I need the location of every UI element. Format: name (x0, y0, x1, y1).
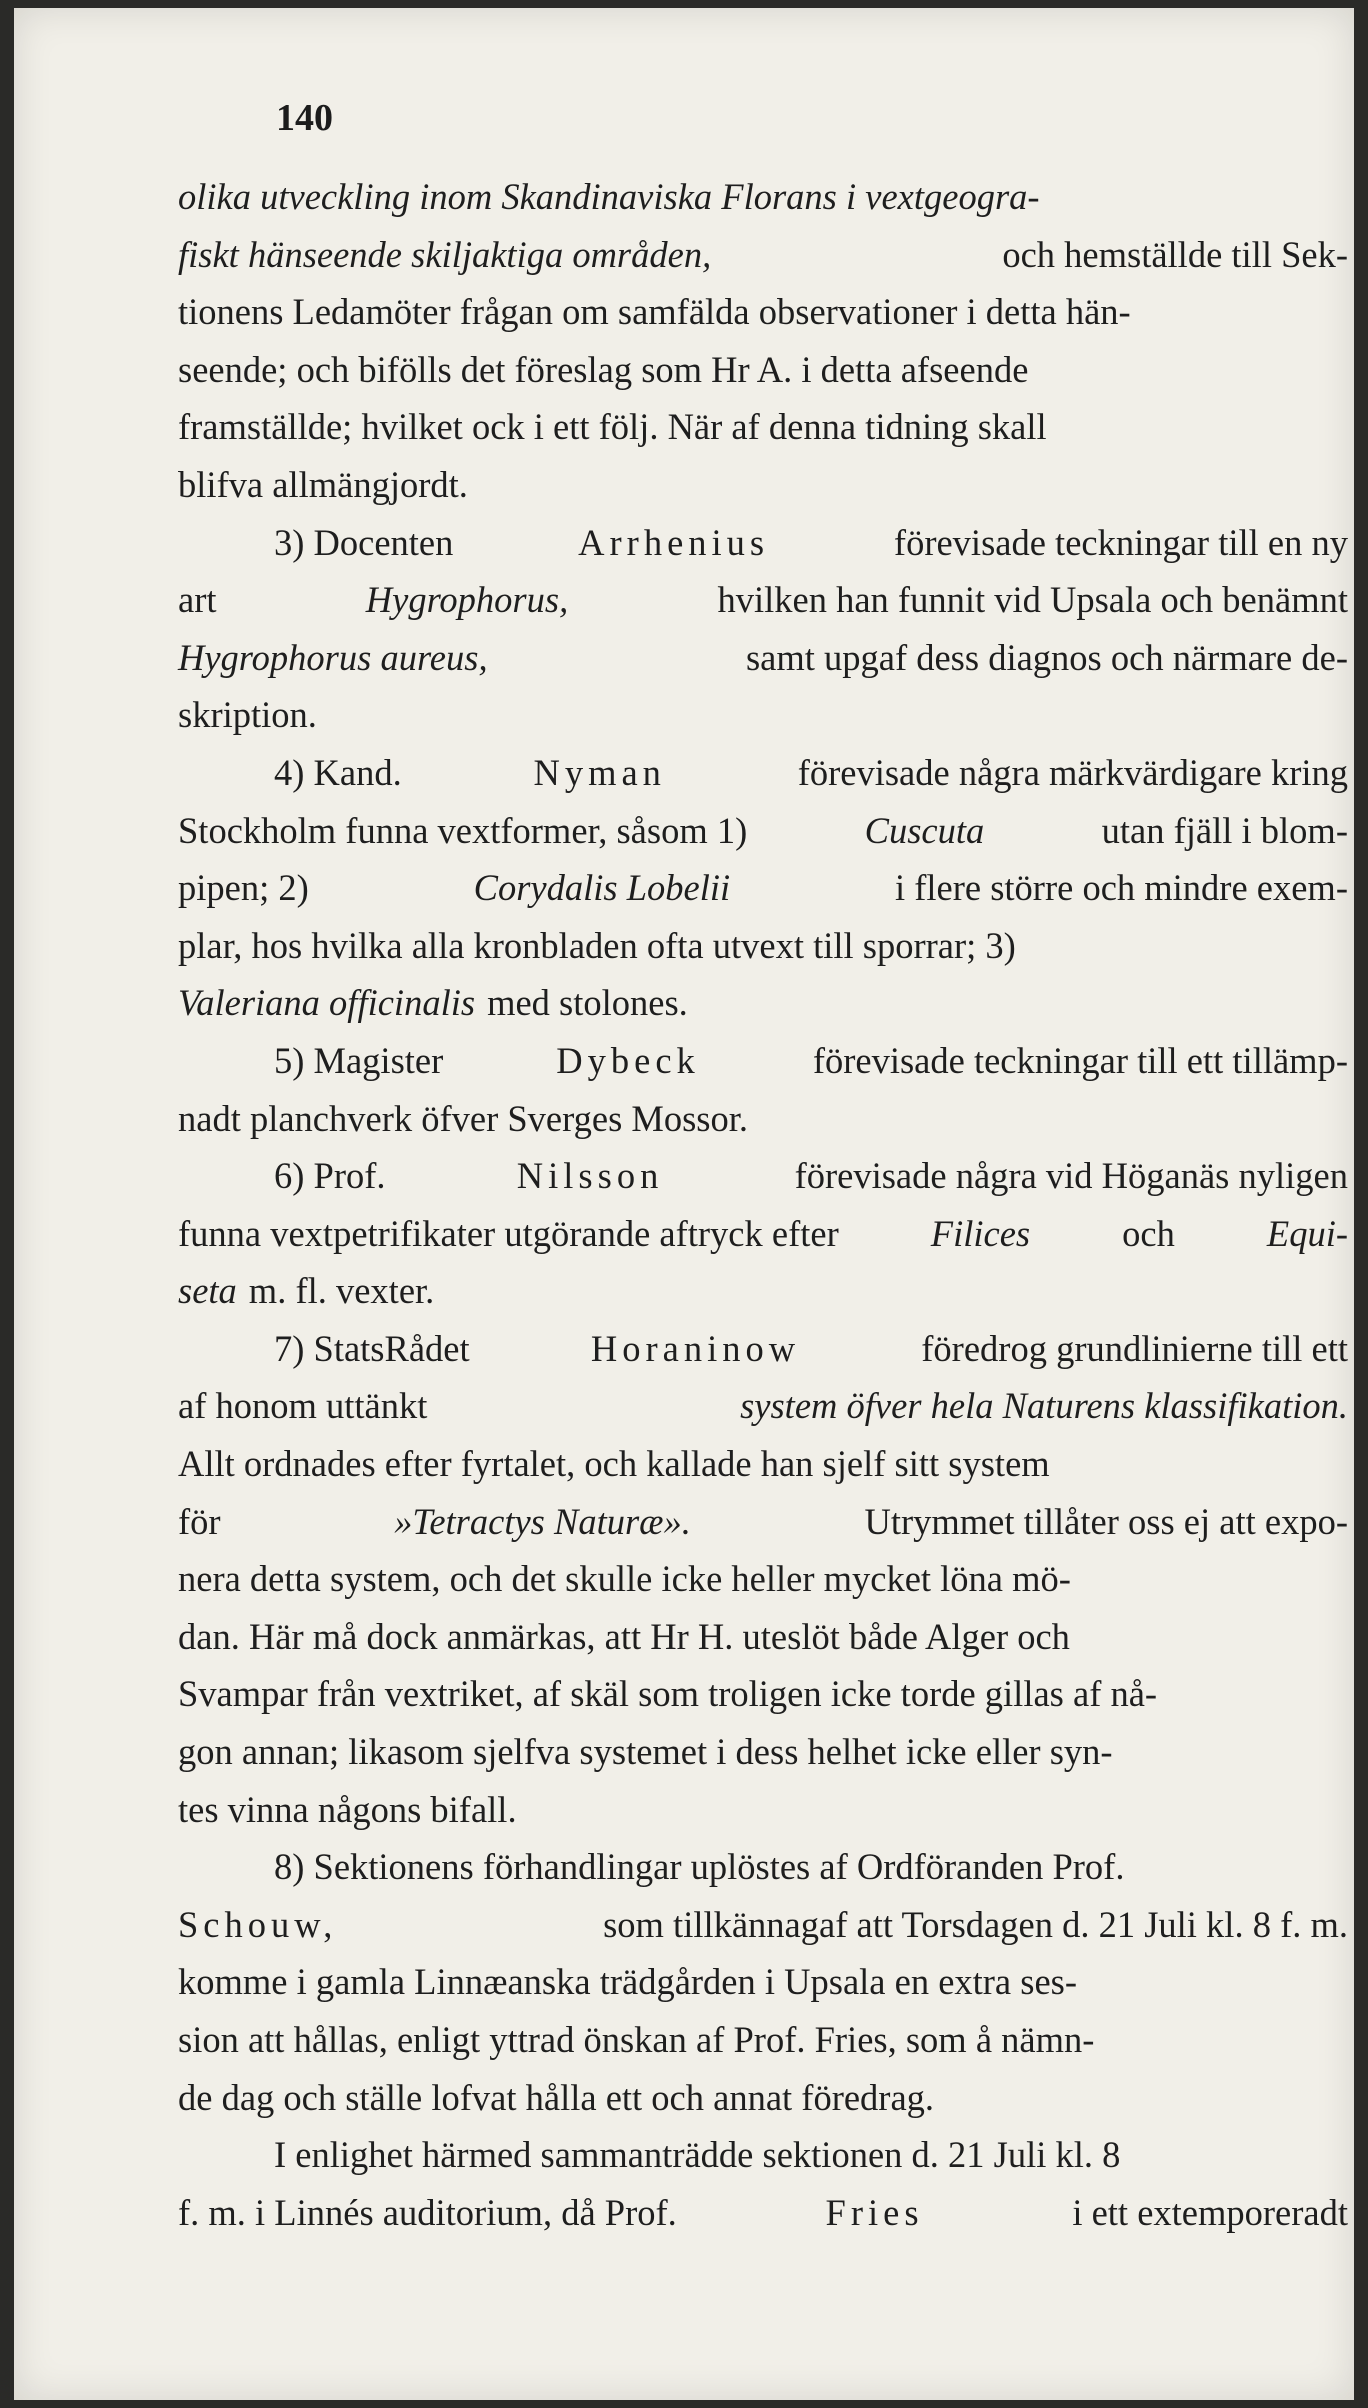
text-fragment: plar, hos hvilka alla kronbladen ofta utvext till sporrar; 3) (178, 924, 1016, 966)
text-line (178, 1953, 1348, 2011)
person-name-dybeck: Dybeck (556, 1039, 700, 1081)
text-fragment: dan. Här må dock anmärkas, att Hr H. uteslöt både Alger och (178, 1615, 1070, 1657)
text-line (178, 744, 1348, 802)
text-fragment: i flere större och mindre exem- (894, 867, 1348, 909)
text-line (178, 1147, 1348, 1205)
text-fragment: förevisade teckningar till ett tillämp- (812, 1039, 1348, 1081)
species-name: Corydalis Lobelii (473, 867, 731, 909)
text-fragment: nadt planchverk öfver Sverges Mossor. (178, 1097, 749, 1139)
body-text (178, 168, 1348, 2241)
text-fragment: Svampar från vextriket, af skäl som troligen icke torde gillas af nå- (178, 1673, 1158, 1715)
person-name-fries: Fries (825, 2191, 924, 2233)
text-line (178, 1550, 1348, 1608)
item-4-lead: 4) Kand. (274, 751, 402, 793)
text-line (178, 1723, 1348, 1781)
italic-phrase: system öfver hela Naturens klassifikation. (740, 1385, 1348, 1427)
text-line (178, 974, 1348, 1032)
text-fragment: skription. (178, 694, 317, 736)
text-fragment: utan fjäll i blom- (1101, 809, 1348, 851)
text-line (178, 1032, 1348, 1090)
text-line (178, 859, 1348, 917)
text-line (178, 283, 1348, 341)
text-fragment: och (1122, 1212, 1175, 1254)
text-line (178, 226, 1348, 284)
person-name-nilsson: Nilsson (516, 1155, 664, 1197)
text-fragment: föredrog grundlinierne till ett (921, 1327, 1348, 1369)
text-fragment: pipen; 2) (178, 867, 309, 909)
text-line (178, 1896, 1348, 1954)
text-line (178, 1205, 1348, 1263)
text-line (178, 1838, 1348, 1896)
text-fragment: de dag och ställe lofvat hålla ett och annat föredrag. (178, 2076, 935, 2118)
item-7-lead: 7) StatsRådet (274, 1327, 470, 1369)
item-8-lead: 8) Sektionens förhandlingar uplöstes af Ordföranden Prof. (274, 1846, 1125, 1888)
text-fragment: med stolones. (487, 982, 688, 1024)
text-fragment: sion att hållas, enligt yttrad önskan af Prof. Fries, som å nämn- (178, 2019, 1095, 2060)
person-name-nyman: Nyman (533, 751, 666, 793)
text-fragment: förevisade några vid Höganäs nyligen (794, 1155, 1348, 1197)
italic-phrase: »Tetractys Naturæ». (394, 1500, 691, 1542)
person-name-arrhenius: Arrhenius (578, 521, 770, 563)
item-6-lead: 6) Prof. (274, 1155, 386, 1197)
text-line (178, 571, 1348, 629)
text-fragment: i ett extemporeradt (1072, 2191, 1348, 2233)
taxon-name: Equi- (1266, 1212, 1348, 1254)
text-line (178, 1262, 1348, 1320)
italic-phrase: olika utveckling inom Skandinaviska Florans i vextgeogra- (178, 176, 1040, 217)
text-line (178, 514, 1348, 572)
text-fragment: Allt ordnades efter fyrtalet, och kallade han sjelf sitt system (178, 1443, 1050, 1485)
text-line (178, 1781, 1348, 1839)
text-fragment: seende; och bifölls det föreslag som Hr A. i detta afseende (178, 348, 1029, 390)
item-5-lead: 5) Magister (274, 1039, 444, 1081)
text-line (178, 1377, 1348, 1435)
text-line (178, 917, 1348, 975)
text-fragment: Stockholm funna vextformer, såsom 1) (178, 809, 748, 851)
text-line (178, 168, 1348, 226)
text-fragment: f. m. i Linnés auditorium, då Prof. (178, 2191, 677, 2233)
text-line (178, 1435, 1348, 1493)
text-line (178, 1665, 1348, 1723)
item-3-lead: 3) Docenten (274, 521, 454, 563)
taxon-name: seta (178, 1270, 237, 1312)
text-fragment: af honom uttänkt (178, 1385, 428, 1427)
text-fragment: samt upgaf dess diagnos och närmare de- (745, 636, 1348, 678)
text-line (178, 1608, 1348, 1666)
taxon-name: Filices (930, 1212, 1031, 1254)
genus-name: Cuscuta (864, 809, 985, 851)
text-line (178, 686, 1348, 744)
text-line (178, 398, 1348, 456)
text-fragment: blifva allmängjordt. (178, 463, 468, 505)
page-number: 140 (276, 97, 333, 139)
text-fragment: komme i gamla Linnæanska trädgården i Upsala en extra ses- (178, 1961, 1078, 2003)
person-name-schouw: Schouw, (178, 1903, 338, 1945)
text-line (178, 2126, 1348, 2184)
text-line (178, 2011, 1348, 2069)
italic-phrase: fiskt hänseende skiljaktiga områden, (178, 233, 712, 275)
book-page (14, 8, 1354, 2400)
text-fragment: funna vextpetrifikater utgörande aftryck efter (178, 1212, 839, 1254)
text-line (178, 2184, 1348, 2242)
text-fragment: tionens Ledamöter frågan om samfälda observationer i detta hän- (178, 291, 1131, 333)
text-line (178, 2069, 1348, 2127)
text-fragment: m. fl. vexter. (248, 1270, 435, 1312)
text-line (178, 456, 1348, 514)
text-fragment: förevisade några märkvärdigare kring (797, 751, 1348, 793)
text-fragment: förevisade teckningar till en ny (893, 521, 1348, 563)
text-fragment: gon annan; likasom sjelfva systemet i dess helhet icke eller syn- (178, 1731, 1113, 1773)
text-line (178, 1493, 1348, 1551)
text-line (178, 629, 1348, 687)
text-fragment: som tillkännagaf att Torsdagen d. 21 Juli kl. 8 f. m. (603, 1903, 1348, 1945)
text-fragment: för (178, 1500, 221, 1542)
text-line (178, 1090, 1348, 1148)
text-fragment: I enlighet härmed sammanträdde sektionen d. 21 Juli kl. 8 (274, 2134, 1121, 2176)
text-fragment: tes vinna någons bifall. (178, 1788, 517, 1830)
text-fragment: och hemställde till Sek- (1002, 233, 1348, 275)
person-name-horaninow: Horaninow (590, 1327, 801, 1369)
genus-name: Hygrophorus, (365, 579, 569, 621)
text-line (178, 341, 1348, 399)
text-fragment: framställde; hvilket ock i ett följ. När af denna tidning skall (178, 406, 1047, 448)
text-fragment: art (178, 579, 217, 621)
species-name: Valeriana officinalis (178, 982, 476, 1024)
text-line (178, 802, 1348, 860)
text-fragment: Utrymmet tillåter oss ej att expo- (864, 1500, 1348, 1542)
text-line (178, 1320, 1348, 1378)
text-fragment: hvilken han funnit vid Upsala och benämnt (717, 579, 1348, 621)
text-fragment: nera detta system, och det skulle icke heller mycket löna mö- (178, 1558, 1071, 1600)
species-name: Hygrophorus aureus, (178, 636, 488, 678)
